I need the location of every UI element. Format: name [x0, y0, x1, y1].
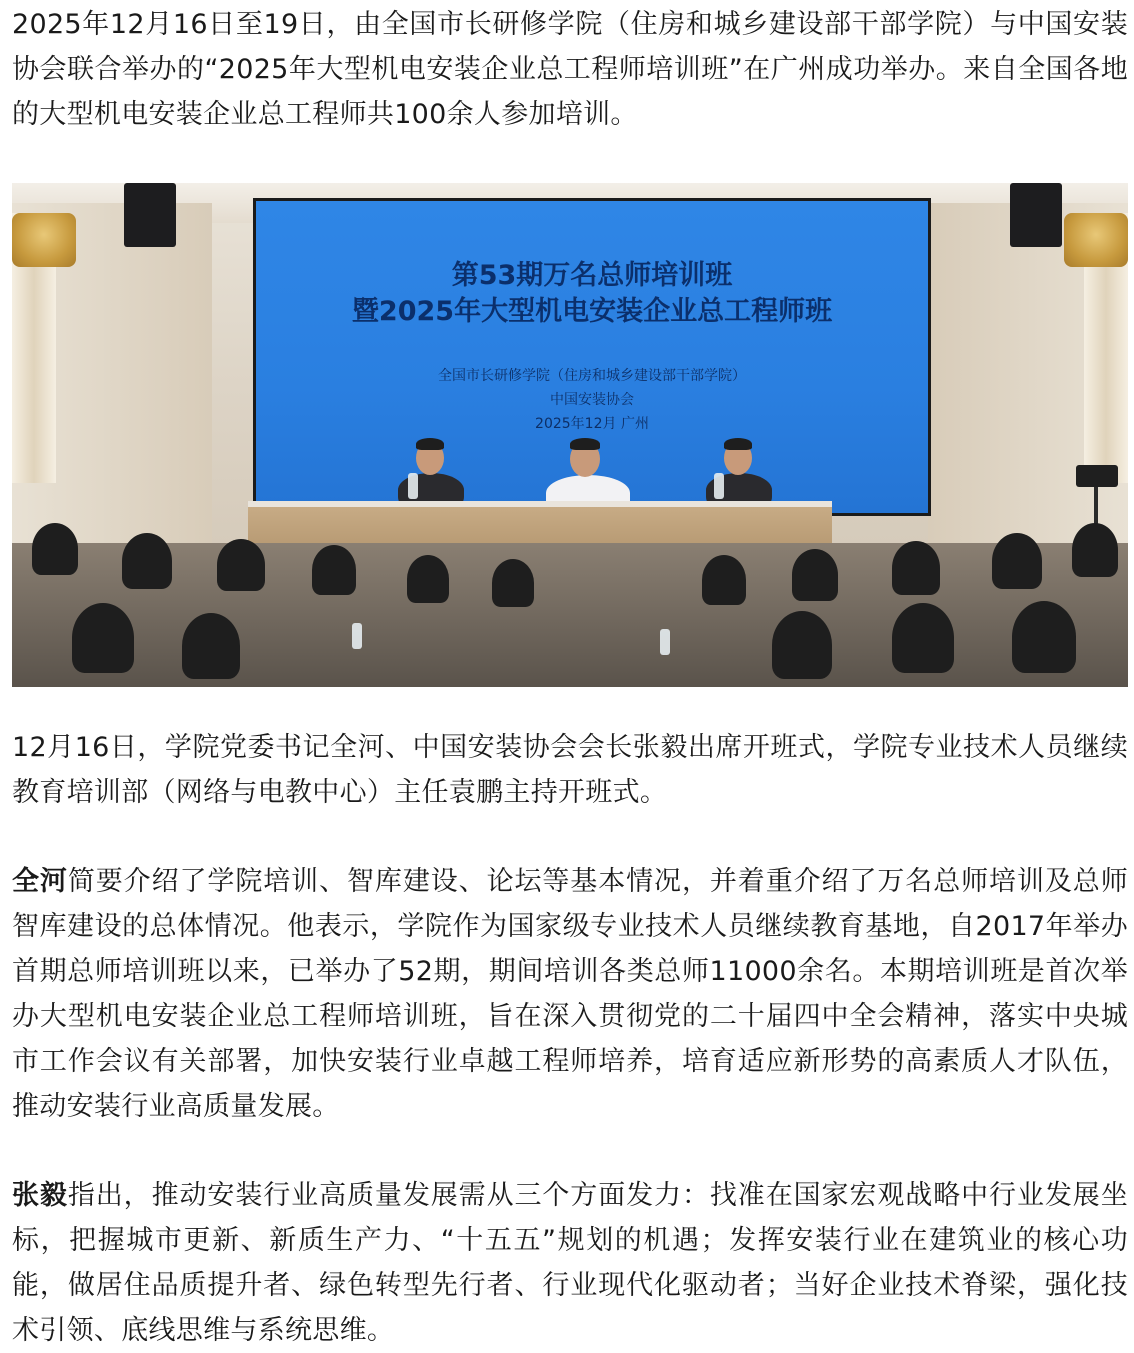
audience-head	[892, 541, 940, 595]
audience-head	[492, 559, 534, 607]
water-bottle	[660, 629, 670, 655]
audience-head	[892, 603, 954, 673]
screen-title-line1: 第53期万名总师培训班	[451, 260, 733, 291]
event-photo	[12, 183, 1128, 687]
audience-head	[312, 545, 356, 595]
screen-org-line1: 全国市长研修学院（住房和城乡建设部干部学院）	[438, 368, 746, 384]
photo-capital-left	[12, 213, 76, 267]
photo-speaker-right	[1010, 183, 1062, 247]
audience-head	[32, 523, 78, 575]
intro-paragraph: 2025年12月16日至19日，由全国市长研修学院（住房和城乡建设部干部学院）与中国安装协会联合举办的“2025年大型机电安装企业总工程师培训班”在广州成功举办。来自全国各地的大型机电安装企业总工程师共100余人参加培训。	[12, 9, 1128, 130]
audience-head	[1012, 601, 1076, 673]
zhangyi-paragraph-text: 指出，推动安装行业高质量发展需从三个方面发力：找准在国家宏观战略中行业发展坐标，把握城市更新、新质生产力、“十五五”规划的机遇；发挥安装行业在建筑业的核心功能，做居住品质提升者、绿色转型先行者、行业现代化驱动者；当好企业技术脊梁，强化技术引领、底线思维与系统思维。	[12, 1180, 1128, 1346]
photo-speaker-left	[124, 183, 176, 247]
speaker-name-zhangyi: 张毅	[12, 1180, 68, 1211]
presenter-right-hair	[724, 438, 752, 450]
water-bottle	[408, 473, 418, 499]
audience	[12, 543, 1128, 687]
audience-head	[72, 603, 134, 673]
audience-head	[217, 539, 265, 591]
camera-icon	[1076, 465, 1118, 487]
audience-head	[182, 613, 240, 679]
audience-head	[792, 549, 838, 601]
opening-paragraph: 12月16日，学院党委书记全河、中国安装协会会长张毅出席开班式，学院专业技术人员继续教育培训部（网络与电教中心）主任袁鹏主持开班式。	[12, 732, 1128, 808]
screen-date: 2025年12月 广州	[535, 416, 649, 432]
screen-title-line2: 暨2025年大型机电安装企业总工程师班	[351, 296, 833, 327]
zhangyi-paragraph	[12, 1173, 1128, 1353]
presenter-left-hair	[416, 438, 444, 450]
screen-org-line2: 中国安装协会	[550, 392, 634, 408]
article	[12, 0, 1128, 1353]
water-bottle	[714, 473, 724, 499]
audience-head	[122, 533, 172, 589]
quanhe-paragraph	[12, 859, 1128, 1129]
photo-capital-right	[1064, 213, 1128, 267]
audience-head	[1072, 523, 1118, 577]
audience-head	[702, 555, 746, 605]
audience-head	[772, 611, 832, 679]
audience-head	[407, 555, 449, 603]
presenter-center-hair	[570, 438, 600, 450]
audience-head	[992, 533, 1042, 589]
speaker-name-quanhe: 全河	[12, 866, 68, 897]
quanhe-paragraph-text: 简要介绍了学院培训、智库建设、论坛等基本情况，并着重介绍了万名总师培训及总师智库建设的总体情况。他表示，学院作为国家级专业技术人员继续教育基地，自2017年举办首期总师培训班以来，已举办了52期，期间培训各类总师11000余名。本期培训班是首次举办大型机电安装企业总工程师培训班，旨在深入贯彻党的二十届四中全会精神，落实中央城市工作会议有关部署，加快安装行业卓越工程师培养，培育适应新形势的高素质人才队伍，推动安装行业高质量发展。	[12, 866, 1128, 1122]
water-bottle	[352, 623, 362, 649]
